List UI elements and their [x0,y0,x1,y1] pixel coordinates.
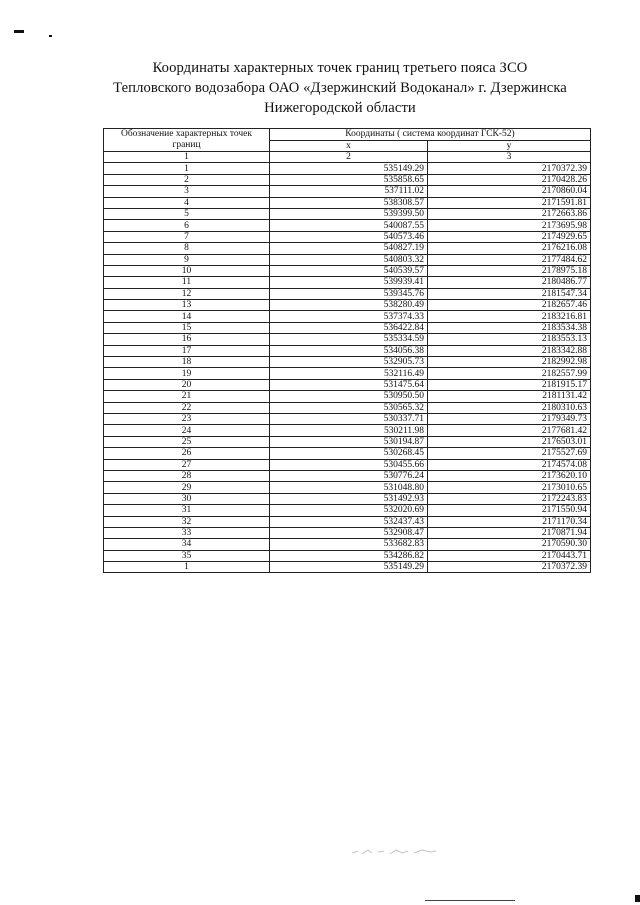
y-coordinate-cell: 2170372.39 [428,562,591,573]
point-id-cell: 35 [104,550,270,561]
y-coordinate-cell: 2183534.38 [428,322,591,333]
document-title [60,58,620,118]
y-coordinate-cell: 2177681.42 [428,425,591,436]
x-coordinate-cell: 535334.59 [270,334,428,345]
column-number-3: 3 [428,152,591,163]
y-coordinate-cell: 2171170.34 [428,516,591,527]
point-id-cell: 17 [104,345,270,356]
table-row [104,243,591,254]
header-point-designation: Обозначение характерных точек границ [104,129,270,152]
point-id-cell: 8 [104,243,270,254]
table-row [104,448,591,459]
point-id-cell: 5 [104,208,270,219]
x-coordinate-cell: 534056.38 [270,345,428,356]
y-coordinate-cell: 2178975.18 [428,265,591,276]
x-coordinate-cell: 540803.32 [270,254,428,265]
table-row [104,436,591,447]
table-row [104,527,591,538]
point-id-cell: 11 [104,277,270,288]
title-line-2: Тепловского водозабора ОАО «Дзержинский Водоканал» г. Дзержинска [113,80,567,96]
point-id-cell: 16 [104,334,270,345]
x-coordinate-cell: 531048.80 [270,482,428,493]
table-row [104,220,591,231]
y-coordinate-cell: 2183216.81 [428,311,591,322]
point-id-cell: 20 [104,379,270,390]
table-row [104,550,591,561]
point-id-cell: 29 [104,482,270,493]
point-id-cell: 33 [104,527,270,538]
point-id-cell: 6 [104,220,270,231]
point-id-cell: 7 [104,231,270,242]
table-row [104,277,591,288]
y-coordinate-cell: 2170443.71 [428,550,591,561]
table-row [104,379,591,390]
point-id-cell: 2 [104,174,270,185]
y-coordinate-cell: 2180486.77 [428,277,591,288]
point-id-cell: 14 [104,311,270,322]
x-coordinate-cell: 535149.29 [270,562,428,573]
point-id-cell: 4 [104,197,270,208]
x-coordinate-cell: 540573.46 [270,231,428,242]
point-id-cell: 12 [104,288,270,299]
bottom-scan-line [425,900,515,901]
y-coordinate-cell: 2176503.01 [428,436,591,447]
y-coordinate-cell: 2172663.86 [428,208,591,219]
table-row [104,174,591,185]
table-row [104,163,591,174]
table-row [104,345,591,356]
table-row [104,459,591,470]
y-coordinate-cell: 2173010.65 [428,482,591,493]
table-row [104,482,591,493]
table-row [104,208,591,219]
table-header-row [104,129,591,141]
scan-dot-top [49,35,52,37]
point-id-cell: 31 [104,505,270,516]
point-id-cell: 34 [104,539,270,550]
y-coordinate-cell: 2172243.83 [428,493,591,504]
title-line-1: Координаты характерных точек границ третьего пояса ЗСО [152,60,528,76]
y-coordinate-cell: 2183342.88 [428,345,591,356]
table-body [104,163,591,573]
y-coordinate-cell: 2176216.08 [428,243,591,254]
x-coordinate-cell: 540827.19 [270,243,428,254]
x-coordinate-cell: 537374.33 [270,311,428,322]
point-id-cell: 25 [104,436,270,447]
point-id-cell: 21 [104,391,270,402]
point-id-cell: 23 [104,413,270,424]
x-coordinate-cell: 531492.93 [270,493,428,504]
x-coordinate-cell: 532437.43 [270,516,428,527]
point-id-cell: 13 [104,300,270,311]
y-coordinate-cell: 2177484.62 [428,254,591,265]
point-id-cell: 26 [104,448,270,459]
scan-mark-top-left [14,30,24,33]
point-id-cell: 18 [104,357,270,368]
x-coordinate-cell: 532905.73 [270,357,428,368]
table-row [104,413,591,424]
title-line-3: Нижегородской области [264,100,416,116]
y-coordinate-cell: 2179349.73 [428,413,591,424]
x-coordinate-cell: 539399.50 [270,208,428,219]
x-coordinate-cell: 539939.41 [270,277,428,288]
column-number-2: 2 [270,152,428,163]
point-id-cell: 15 [104,322,270,333]
y-coordinate-cell: 2181915.17 [428,379,591,390]
x-coordinate-cell: 535149.29 [270,163,428,174]
y-coordinate-cell: 2170428.26 [428,174,591,185]
x-coordinate-cell: 530455.66 [270,459,428,470]
table-row [104,368,591,379]
point-id-cell: 27 [104,459,270,470]
x-coordinate-cell: 538308.57 [270,197,428,208]
table-row [104,311,591,322]
x-coordinate-cell: 533682.83 [270,539,428,550]
table-row [104,334,591,345]
table-row [104,265,591,276]
y-coordinate-cell: 2170590.30 [428,539,591,550]
y-coordinate-cell: 2182657.46 [428,300,591,311]
y-coordinate-cell: 2174574.08 [428,459,591,470]
y-coordinate-cell: 2182557.99 [428,368,591,379]
y-coordinate-cell: 2173620.10 [428,470,591,481]
y-coordinate-cell: 2181131.42 [428,391,591,402]
table-row [104,402,591,413]
y-coordinate-cell: 2171591.81 [428,197,591,208]
x-coordinate-cell: 530565.32 [270,402,428,413]
table-row [104,539,591,550]
header-coordinates: Координаты ( система координат ГСК-52) [270,129,591,141]
y-coordinate-cell: 2171550.94 [428,505,591,516]
table-row [104,562,591,573]
x-coordinate-cell: 530194.87 [270,436,428,447]
header-y: y [428,140,591,152]
y-coordinate-cell: 2182992.98 [428,357,591,368]
x-coordinate-cell: 530211.98 [270,425,428,436]
table-row [104,254,591,265]
y-coordinate-cell: 2180310.63 [428,402,591,413]
x-coordinate-cell: 540087.55 [270,220,428,231]
point-id-cell: 24 [104,425,270,436]
faint-stamp-mark [350,845,440,857]
point-id-cell: 28 [104,470,270,481]
table-row [104,516,591,527]
table-row [104,391,591,402]
y-coordinate-cell: 2181547.34 [428,288,591,299]
y-coordinate-cell: 2183553.13 [428,334,591,345]
x-coordinate-cell: 539345.76 [270,288,428,299]
x-coordinate-cell: 537111.02 [270,186,428,197]
x-coordinate-cell: 530776.24 [270,470,428,481]
point-id-cell: 10 [104,265,270,276]
column-number-1: 1 [104,152,270,163]
point-id-cell: 3 [104,186,270,197]
y-coordinate-cell: 2175527.69 [428,448,591,459]
point-id-cell: 19 [104,368,270,379]
y-coordinate-cell: 2170372.39 [428,163,591,174]
table-row [104,288,591,299]
y-coordinate-cell: 2174929.65 [428,231,591,242]
header-x: x [270,140,428,152]
table-column-numbers-row [104,152,591,163]
x-coordinate-cell: 534286.82 [270,550,428,561]
table-row [104,425,591,436]
point-id-cell: 22 [104,402,270,413]
y-coordinate-cell: 2173695.98 [428,220,591,231]
table-row [104,322,591,333]
y-coordinate-cell: 2170860.04 [428,186,591,197]
point-id-cell: 9 [104,254,270,265]
point-id-cell: 30 [104,493,270,504]
table-row [104,470,591,481]
x-coordinate-cell: 538280.49 [270,300,428,311]
x-coordinate-cell: 530268.45 [270,448,428,459]
x-coordinate-cell: 531475.64 [270,379,428,390]
table-row [104,357,591,368]
point-id-cell: 1 [104,562,270,573]
table-row [104,505,591,516]
x-coordinate-cell: 536422.84 [270,322,428,333]
scan-mark-right-edge [635,895,640,902]
table-row [104,493,591,504]
y-coordinate-cell: 2170871.94 [428,527,591,538]
point-id-cell: 1 [104,163,270,174]
point-id-cell: 32 [104,516,270,527]
x-coordinate-cell: 530950.50 [270,391,428,402]
x-coordinate-cell: 540539.57 [270,265,428,276]
table-row [104,231,591,242]
coordinates-table [103,128,591,573]
x-coordinate-cell: 532116.49 [270,368,428,379]
table-row [104,186,591,197]
table-row [104,300,591,311]
x-coordinate-cell: 532908.47 [270,527,428,538]
table-row [104,197,591,208]
x-coordinate-cell: 535858.65 [270,174,428,185]
x-coordinate-cell: 532020.69 [270,505,428,516]
x-coordinate-cell: 530337.71 [270,413,428,424]
